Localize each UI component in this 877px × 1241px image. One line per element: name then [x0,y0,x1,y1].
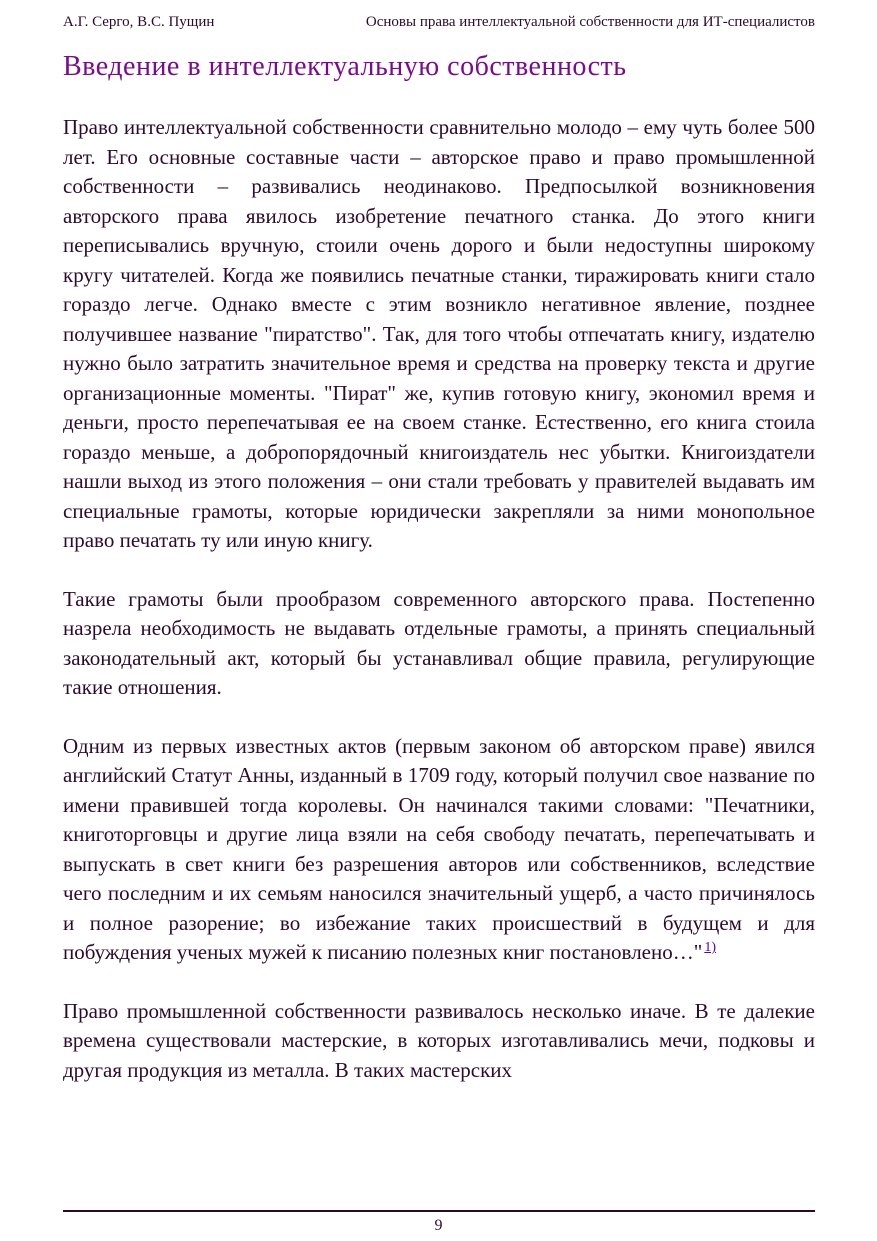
document-body [63,113,815,1085]
header-authors: А.Г. Серго, В.С. Пущин [63,14,215,30]
footnote-link[interactable]: 1) [704,940,716,955]
paragraph-4: Право промышленной собственности развивалось несколько иначе. В те далекие времена существовали мастерские, в которых изготавливались мечи, подковы и другая продукция из металла. В таких мастерских [63,998,815,1082]
page-header [0,0,877,31]
footer-divider [63,1210,815,1212]
paragraph-3-text: Одним из первых известных актов (первым законом об авторском праве) явился английский Статут Анны, изданный в 1709 году, который получил свое название по имени правившей тогда королевы. Он начинался такими словами: "Печатники, книготорговцы и другие лица взяли на себя свободу печатать, перепечатывать и выпускать в свет книги без разрешения авторов или собственников, вследствие чего последним и их семьям наносился значительный ущерб, а часто причинялось и полное разорение; во избежание таких происшествий в будущем и для побуждения ученых мужей к писанию полезных книг постановлено…" [63,733,815,964]
paragraph-3 [63,732,815,968]
page-title: Введение в интеллектуальную собственность [63,51,627,82]
header-book-title: Основы права интеллектуальной собственности для ИТ-специалистов [365,14,815,30]
footnote-superscript [702,940,716,955]
page-number: 9 [434,1217,443,1234]
paragraph-2: Такие грамоты были прообразом современного авторского права. Постепенно назрела необходимость не выдавать отдельные грамоты, а принять специальный законодательный акт, который бы устанавливал общие правила, регулирующие такие отношения. [63,586,815,699]
paragraph-1: Право интеллектуальной собственности сравнительно молодо – ему чуть более 500 лет. Его основные составные части – авторское право и право промышленной собственности – развивались неодинаково. Предпосылкой возникновения авторского права явилось изобретение печатного станка. До этого книги переписывались вручную, стоили очень дорого и были недоступны широкому кругу читателей. Когда же появились печатные станки, тиражировать книги стало гораздо легче. Однако вместе с этим возникло негативное явление, позднее получившее название "пиратство". Так, для того чтобы отпечатать книгу, издателю нужно было затратить значительное время и средства на проверку текста и другие организационные моменты. "Пират" же, купив готовую книгу, экономил время и деньги, просто перепечатывая ее на своем станке. Естественно, его книга стоила гораздо меньше, а добропорядочный книгоиздатель нес убытки. Книгоиздатели нашли выход из этого положения – они стали требовать у правителей выдавать им специальные грамоты, которые юридически закрепляли за ними монопольное право печатать ту или иную книгу. [63,115,815,552]
